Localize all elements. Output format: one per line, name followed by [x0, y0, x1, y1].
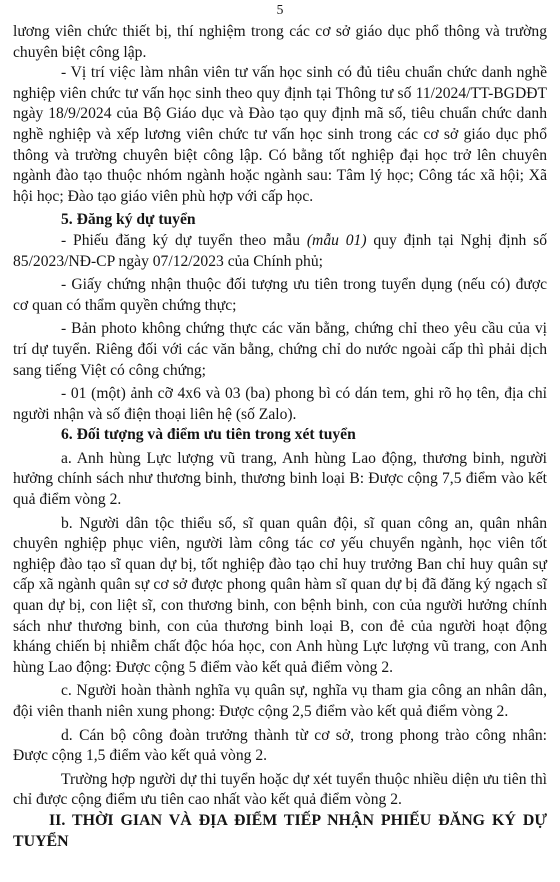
application-form-item — [13, 231, 547, 272]
section-5-heading: 5. Đăng ký dự tuyển — [61, 211, 196, 229]
form-template-reference: (mẫu 01) — [306, 231, 367, 249]
page-number: 5 — [276, 2, 284, 17]
counselor-requirements-paragraph: - Vị trí việc làm nhân viên tư vấn học sinh có đủ tiêu chuẩn chức danh nghề nghiệp viên chức tư vấn học sinh theo quy định tại Thông tư số 11/2024/TT-BGDĐT ngày 18/9/2024 của Bộ Giáo dục và Đào tạo quy định mã số, tiêu chuẩn chức danh nghề nghiệp và xếp lương viên chức tư vấn học sinh trong các cơ sở giáo dục phổ thông và trường chuyên biệt công lập. Có bằng tốt nghiệp đại học trở lên chuyên ngành đào tạo thuộc nhóm ngành hoặc ngành sau: Tâm lý học; Công tác xã hội; Xã hội học; Đào tạo giáo viên phù hợp với cấp học. — [13, 64, 547, 205]
priority-certificate-item: - Giấy chứng nhận thuộc đối tượng ưu tiên trong tuyển dụng (nếu có) được cơ quan có thẩm quyền chứng thực; — [13, 276, 547, 314]
priority-item-a: a. Anh hùng Lực lượng vũ trang, Anh hùng Lao động, thương binh, người hưởng chính sách như thương binh, thương binh loại B: Được cộng 7,5 điểm vào kết quả điểm vòng 2. — [13, 449, 547, 509]
section-6-heading: 6. Đối tượng và điểm ưu tiên trong xét tuyển — [61, 426, 356, 444]
priority-item-c: c. Người hoàn thành nghĩa vụ quân sự, nghĩa vụ tham gia công an nhân dân, đội viên thanh niên xung phong: Được cộng 2,5 điểm vào kết quả điểm vòng 2. — [13, 682, 547, 720]
application-form-text: - Phiếu đăng ký dự tuyển theo mẫu — [61, 231, 307, 249]
continued-paragraph: lương viên chức thiết bị, thí nghiệm trong các cơ sở giáo dục phổ thông và trường chuyên biệt công lập. — [13, 23, 547, 61]
diploma-copies-item: - Bản photo không chứng thực các văn bằng, chứng chỉ theo yêu cầu của vị trí dự tuyển. Riêng đối với các văn bằng, chứng chỉ do nước ngoài cấp thì phải dịch sang tiếng Việt có công chứng; — [13, 320, 547, 379]
priority-item-d: d. Cán bộ công đoàn trưởng thành từ cơ sở, trong phong trào công nhân: Được cộng 1,5 điểm vào kết quả vòng 2. — [13, 726, 547, 765]
multiple-priority-note: Trường hợp người dự thi tuyển hoặc dự xét tuyển thuộc nhiều diện ưu tiên thì chỉ được cộng điểm ưu tiên cao nhất vào kết quả điểm vòng 2. — [13, 770, 547, 809]
application-form-text-end: quy định tại Nghị định số 85/2023/NĐ-CP ngày 07/12/2023 của Chính phủ; — [13, 231, 547, 270]
photo-envelopes-item: - 01 (một) ảnh cỡ 4x6 và 03 (ba) phong bì có dán tem, ghi rõ họ tên, địa chỉ người nhận và số điện thoại liên hệ (số Zalo). — [13, 385, 547, 423]
priority-item-b: b. Người dân tộc thiểu số, sĩ quan quân đội, sĩ quan công an, quân nhân chuyên nghiệp phục viên, người làm công tác cơ yếu chuyển ngành, học viên tốt nghiệp đào tạo sĩ quan dự bị, tốt nghiệp đào tạo chỉ huy trưởng Ban chỉ huy quân sự cấp xã ngành quân sự cơ sở được phong quân hàm sĩ quan dự bị đã đăng ký ngạch sĩ quan dự bị, con liệt sĩ, con thương binh, con bệnh binh, con của người hưởng chính sách như thương binh, con của thương binh loại B, con đẻ của người hoạt động kháng chiến bị nhiễm chất độc hóa học, con Anh hùng Lực lượng vũ trang, con Anh hùng Lao động: Được cộng 5 điểm vào kết quả điểm vòng 2. — [13, 514, 547, 676]
section-ii-heading: II. THỜI GIAN VÀ ĐỊA ĐIỂM TIẾP NHẬN PHIẾU ĐĂNG KÝ DỰ TUYỂN — [13, 811, 547, 850]
